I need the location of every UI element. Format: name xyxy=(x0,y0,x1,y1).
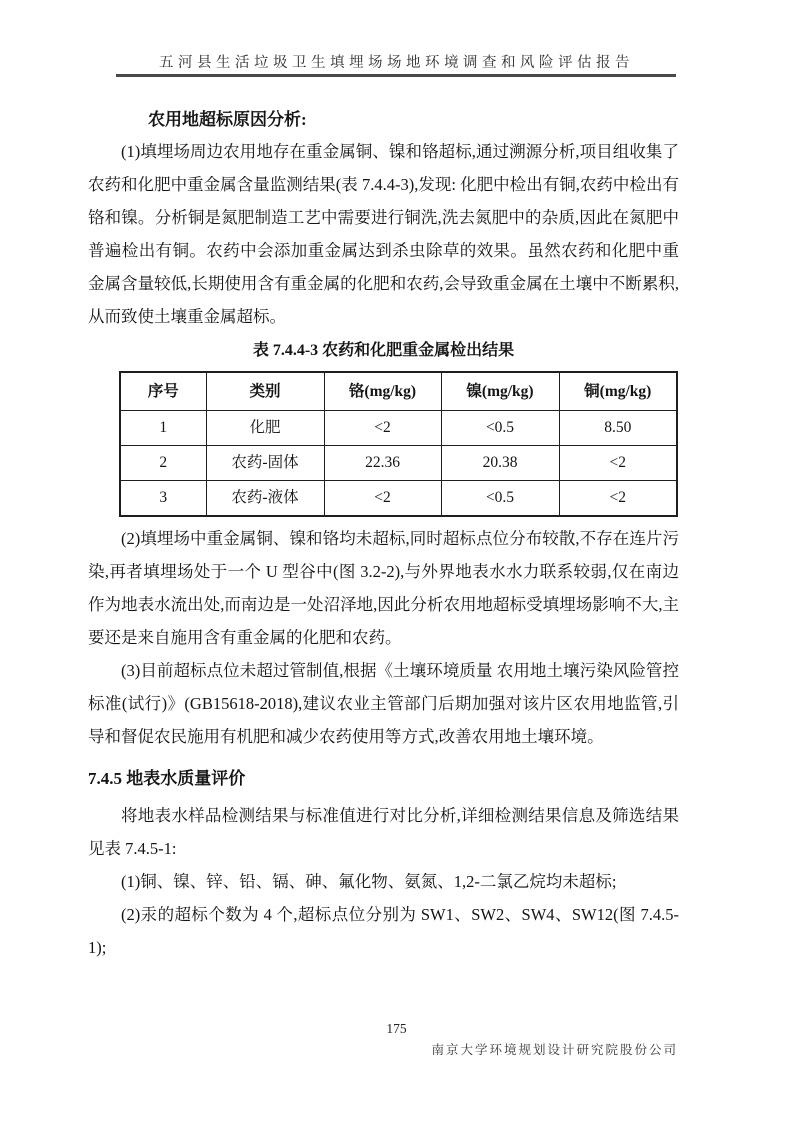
table-cell: <2 xyxy=(324,481,441,517)
section-paragraph-1: 将地表水样品检测结果与标准值进行对比分析,详细检测结果信息及筛选结果见表 7.4.5-1: xyxy=(88,806,679,858)
table-cell: 化肥 xyxy=(206,411,324,446)
page-body xyxy=(88,96,679,964)
table-cell: 农药-液体 xyxy=(206,481,324,517)
section-paragraph-2: (1)铜、镍、锌、铅、镉、砷、氟化物、氨氮、1,2-二氯乙烷均未超标; xyxy=(121,872,617,891)
footer-company-name: 南京大学环境规划设计研究院股份公司 xyxy=(431,1043,678,1057)
table-cell: 20.38 xyxy=(441,446,559,481)
table-header-row xyxy=(120,372,677,411)
heavy-metal-results-table xyxy=(119,371,678,517)
table-header-cell: 铬(mg/kg) xyxy=(324,372,441,411)
table-cell: 2 xyxy=(120,446,206,481)
table-caption: 表 7.4.4-3 农药和化肥重金属检出结果 xyxy=(252,342,515,359)
header-rule xyxy=(116,74,676,77)
table-cell: <2 xyxy=(324,411,441,446)
table-header-cell: 铜(mg/kg) xyxy=(559,372,677,411)
table-cell: <0.5 xyxy=(441,481,559,517)
table-row xyxy=(120,446,677,481)
table-header-cell: 镍(mg/kg) xyxy=(441,372,559,411)
running-header-title: 五河县生活垃圾卫生填埋场场地环境调查和风险评估报告 xyxy=(159,55,634,71)
table-header-cell: 类别 xyxy=(206,372,324,411)
table-row xyxy=(120,481,677,517)
table-cell: 1 xyxy=(120,411,206,446)
table-row xyxy=(120,411,677,446)
analysis-paragraph-1: (1)填埋场周边农用地存在重金属铜、镍和铬超标,通过溯源分析,项目组收集了农药和化肥中重金属含量监测结果(表 7.4.4-3),发现: 化肥中检出有铜,农药中检出有铬和镍。分析铜是氮肥制造工艺中需要进行铜洗,洗去氮肥中的杂质,因此在氮肥中普遍检出有铜。农药中会添加重金属达到杀虫除草的效果。虽然农药和化肥中重金属含量较低,长期使用含有重金属的化肥和农药,会导致重金属在土壤中不断累积,从而致使土壤重金属超标。 xyxy=(88,142,679,326)
table-cell: 3 xyxy=(120,481,206,517)
analysis-heading: 农用地超标原因分析: xyxy=(148,110,307,129)
table-cell: 22.36 xyxy=(324,446,441,481)
table-cell: <0.5 xyxy=(441,411,559,446)
table-cell: 8.50 xyxy=(559,411,677,446)
analysis-paragraph-3: (3)目前超标点位未超过管制值,根据《土壤环境质量 农用地土壤污染风险管控标准(试行)》(GB15618-2018),建议农业主管部门后期加强对该片区农用地监管,引导和督促农民施用有机肥和减少农药使用等方式,改善农用地土壤环境。 xyxy=(88,661,679,746)
table-cell: <2 xyxy=(559,446,677,481)
section-7-4-5-heading: 7.4.5 地表水质量评价 xyxy=(88,769,246,788)
table-cell: <2 xyxy=(559,481,677,517)
footer-page-number: 175 xyxy=(386,1021,407,1036)
table-cell: 农药-固体 xyxy=(206,446,324,481)
section-paragraph-3: (2)汞的超标个数为 4 个,超标点位分别为 SW1、SW2、SW4、SW12(图 7.4.5-1); xyxy=(88,905,679,957)
analysis-paragraph-2: (2)填埋场中重金属铜、镍和铬均未超标,同时超标点位分布较散,不存在连片污染,再者填埋场处于一个 U 型谷中(图 3.2-2),与外界地表水水力联系较弱,仅在南边作为地表水流出处,而南边是一处沼泽地,因此分析农用地超标受填埋场影响不大,主要还是来自施用含有重金属的化肥和农药。 xyxy=(88,529,679,647)
table-header-cell: 序号 xyxy=(120,372,206,411)
